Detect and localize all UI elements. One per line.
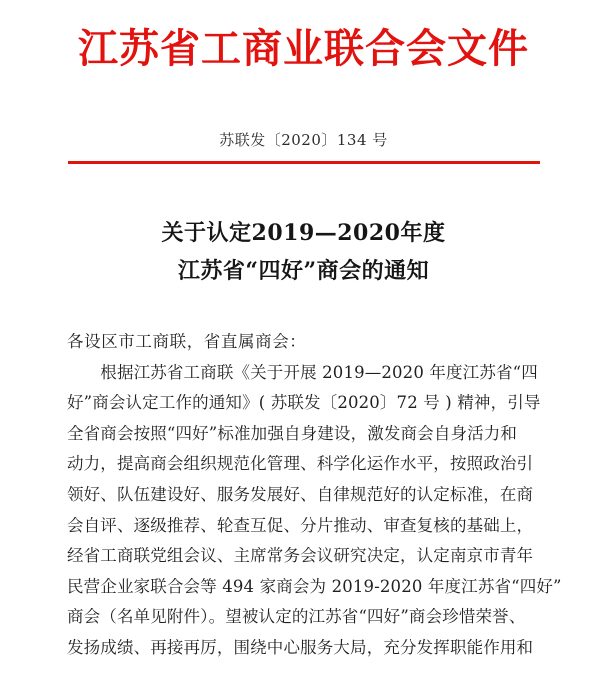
document-body: [67, 327, 562, 664]
body-line: 经省工商联党组会议、主席常务会议研究决定，认定南京市青年: [67, 546, 534, 566]
document-number: 苏联发〔2020〕134 号: [219, 131, 388, 149]
body-line: 全省商会按照“四好”标准加强自身建设，激发商会自身活力和: [67, 423, 518, 443]
document-heading: [0, 214, 607, 290]
letterhead-masthead: [0, 24, 607, 74]
body-line: 发扬成绩、再接再厉，围绕中心服务大局，充分发挥职能作用和: [67, 637, 534, 657]
body-line: 民营企业家联合会等 494 家商会为 2019-2020 年度江苏省“四好”: [67, 576, 562, 596]
body-line: 动力，提高商会组织规范化管理、科学化运作水平，按照政治引: [67, 454, 534, 474]
document-heading-line-1: 关于认定2019—2020年度: [161, 220, 446, 246]
body-line: 好”商会认定工作的通知》( 苏联发〔2020〕72 号 ) 精神，引导: [67, 393, 541, 413]
body-line: 根据江苏省工商联《关于开展 2019—2020 年度江苏省“四: [67, 362, 538, 382]
masthead-title: 江苏省工商业联合会文件: [78, 25, 529, 72]
body-line: 领好、队伍建设好、服务发展好、自律规范好的认定标准，在商: [67, 484, 534, 504]
red-separator-rule: [68, 161, 540, 164]
document-heading-line-2: 江苏省“四好”商会的通知: [177, 258, 430, 284]
body-salutation: 各设区市工商联，省直属商会：: [67, 332, 307, 351]
body-line: 商会（名单见附件）。望被认定的江苏省“四好”商会珍惜荣誉、: [67, 607, 526, 627]
body-line: 会自评、逐级推荐、轮查互促、分片推动、审查复核的基础上，: [67, 515, 534, 535]
